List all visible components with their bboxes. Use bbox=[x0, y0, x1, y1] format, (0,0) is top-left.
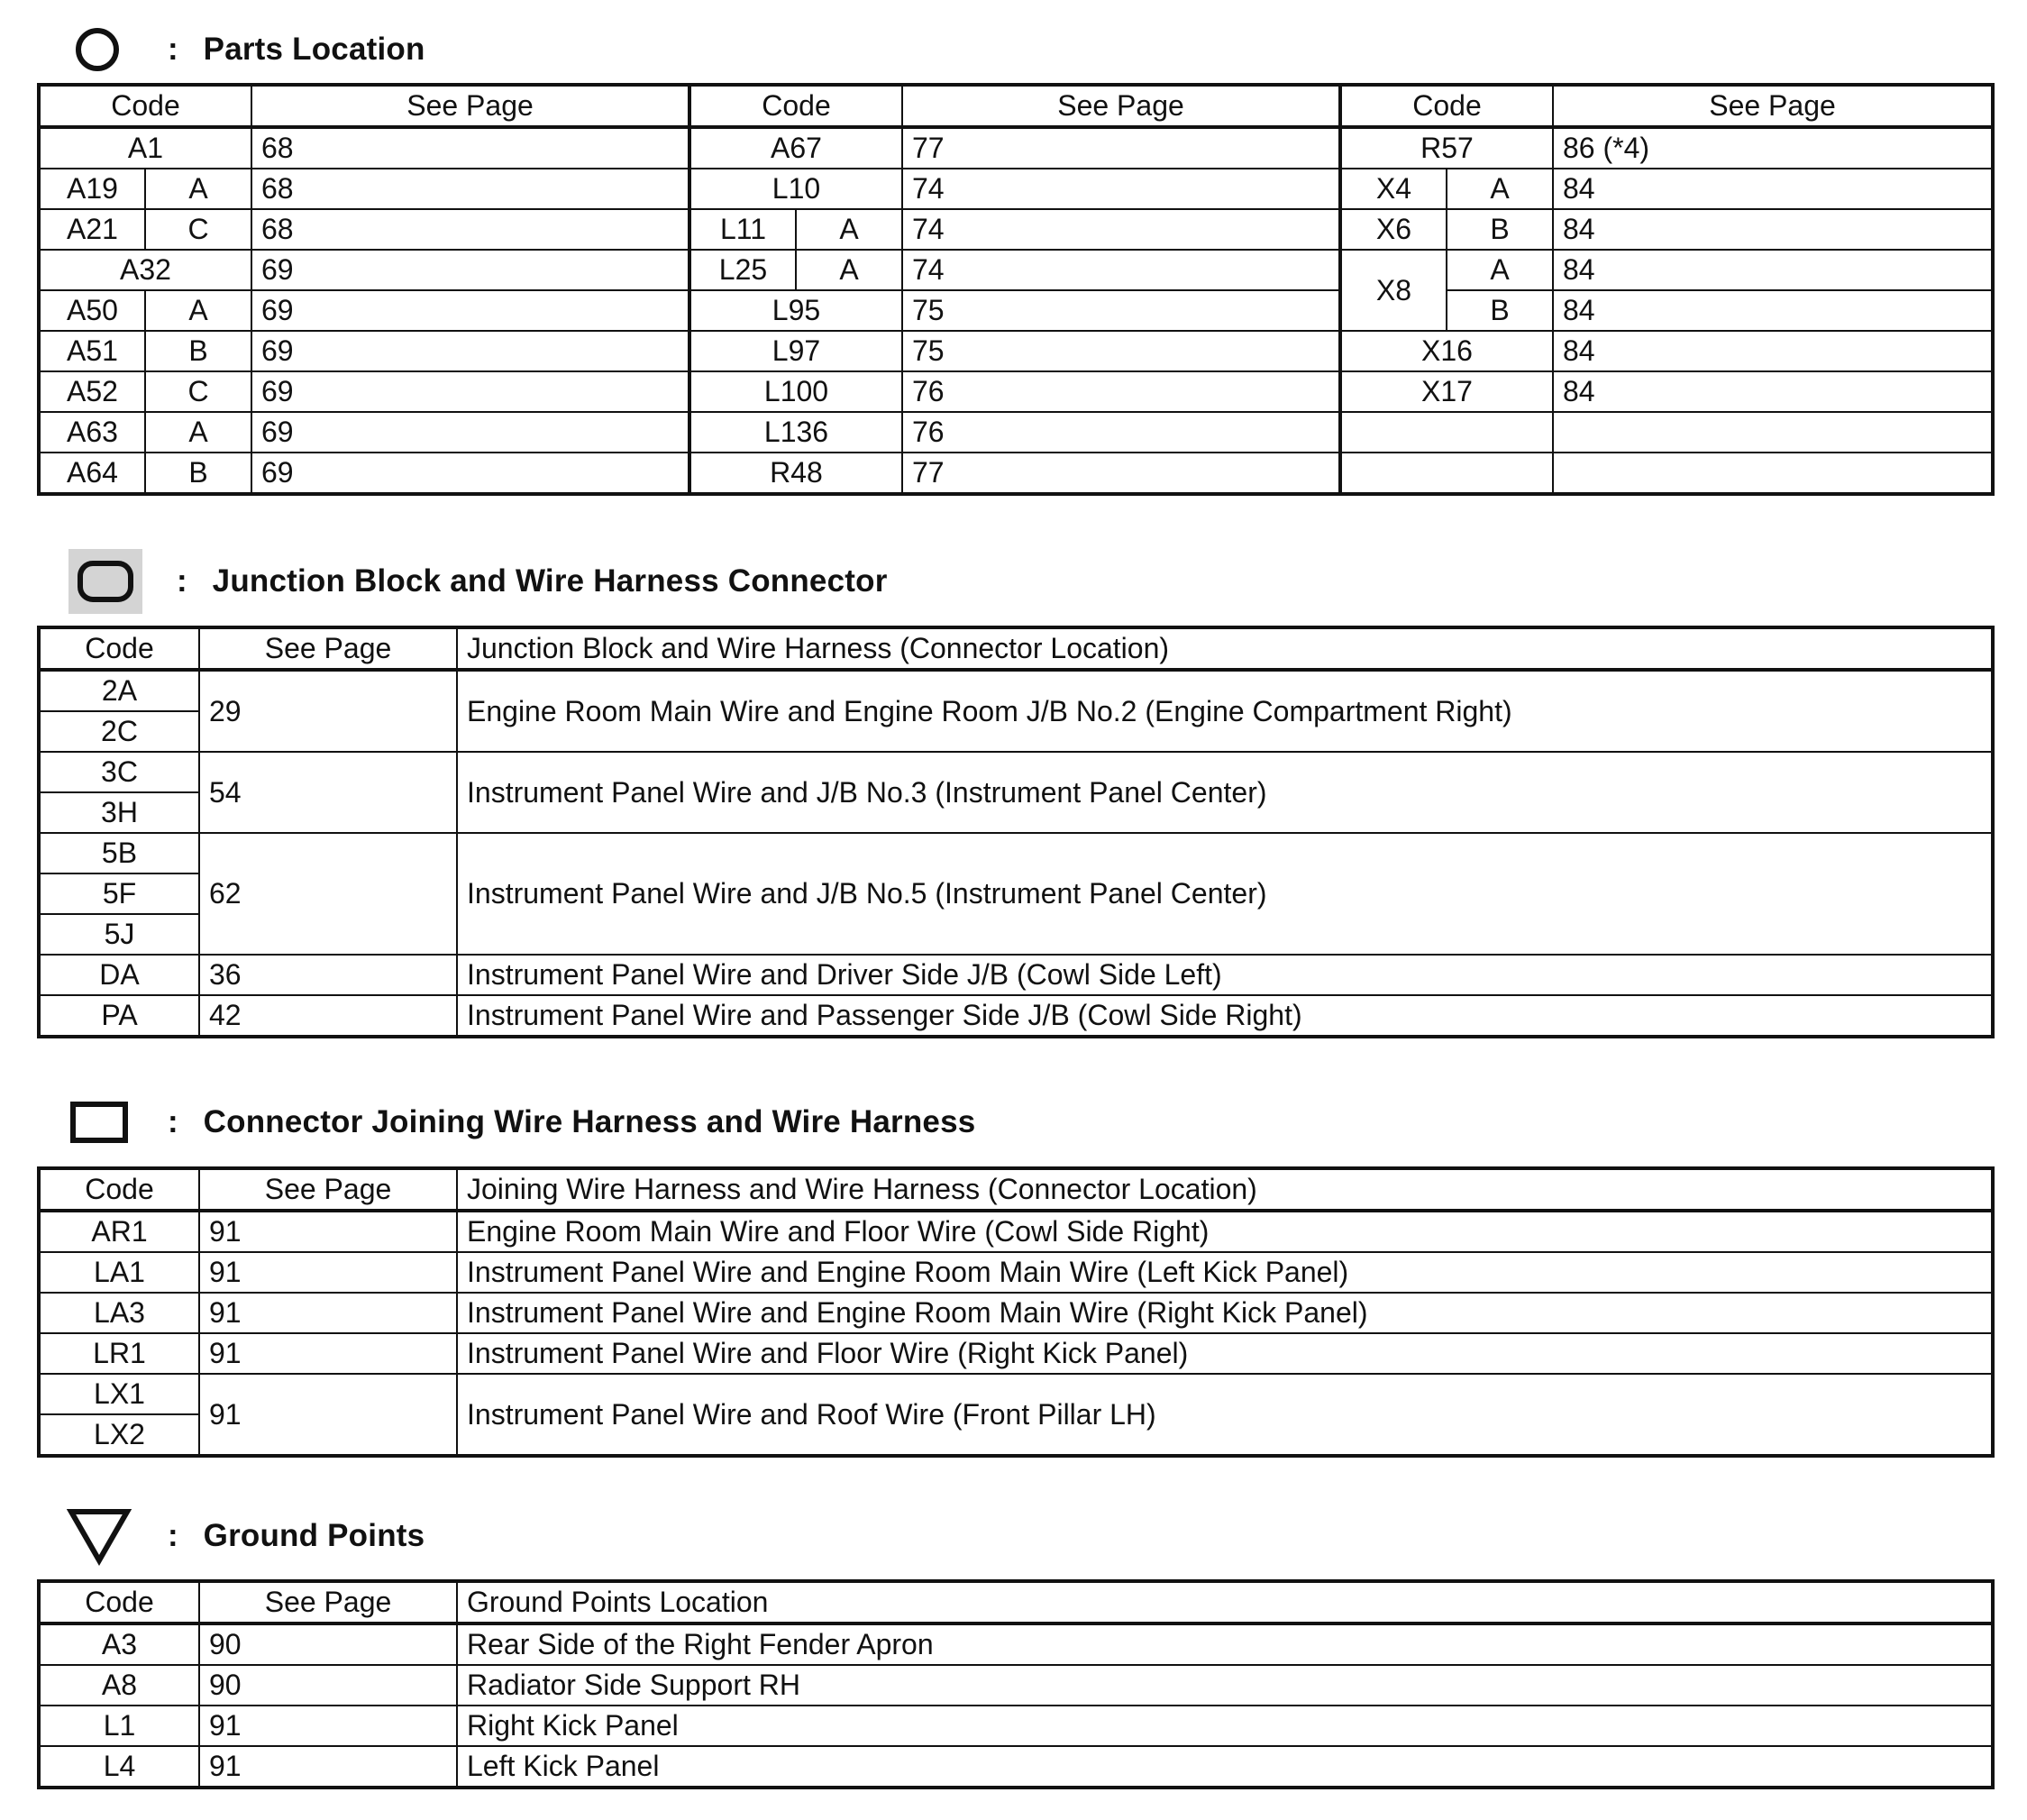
part-code: L95 bbox=[689, 290, 902, 331]
connector-code: LX1 bbox=[39, 1374, 199, 1414]
see-page: 84 bbox=[1553, 250, 1993, 290]
see-page: 77 bbox=[902, 127, 1340, 169]
ground-code: L4 bbox=[39, 1746, 199, 1788]
part-code: A50 bbox=[39, 290, 145, 331]
connector-location: Instrument Panel Wire and Engine Room Main Wire (Left Kick Panel) bbox=[457, 1252, 1993, 1293]
table-row bbox=[39, 331, 1993, 371]
column-header-see-page: See Page bbox=[902, 85, 1340, 127]
table-row bbox=[39, 955, 1993, 995]
part-code: A32 bbox=[39, 250, 251, 290]
ground-code: A8 bbox=[39, 1665, 199, 1706]
connector-code: PA bbox=[39, 995, 199, 1037]
heading-colon: : bbox=[168, 32, 178, 67]
connector-letter: A bbox=[145, 169, 251, 209]
see-page: 69 bbox=[251, 290, 689, 331]
column-header-code: Code bbox=[1340, 85, 1553, 127]
see-page: 69 bbox=[251, 331, 689, 371]
column-header-see-page: See Page bbox=[251, 85, 689, 127]
table-row bbox=[39, 1623, 1993, 1665]
see-page: 69 bbox=[251, 412, 689, 453]
connector-code: LA3 bbox=[39, 1293, 199, 1333]
column-header-code: Code bbox=[39, 1581, 199, 1623]
part-code: X16 bbox=[1340, 331, 1553, 371]
see-page: 74 bbox=[902, 209, 1340, 250]
see-page: 91 bbox=[199, 1374, 457, 1456]
connector-location: Instrument Panel Wire and J/B No.3 (Instrument Panel Center) bbox=[457, 752, 1993, 833]
see-page: 91 bbox=[199, 1293, 457, 1333]
empty-cell bbox=[1340, 412, 1553, 453]
table-row bbox=[39, 1211, 1993, 1252]
section-title: Junction Block and Wire Harness Connector bbox=[212, 563, 888, 599]
connector-code: 3C bbox=[39, 752, 199, 792]
connector-joining-heading bbox=[70, 1095, 975, 1149]
ground-location: Right Kick Panel bbox=[457, 1706, 1993, 1746]
column-header-see-page: See Page bbox=[199, 627, 457, 670]
see-page: 90 bbox=[199, 1623, 457, 1665]
column-header-location: Ground Points Location bbox=[457, 1581, 1993, 1623]
connector-code: LR1 bbox=[39, 1333, 199, 1374]
part-code: A64 bbox=[39, 453, 145, 494]
table-row bbox=[39, 752, 1993, 792]
table-row bbox=[39, 1746, 1993, 1788]
connector-letter: B bbox=[145, 453, 251, 494]
see-page: 91 bbox=[199, 1252, 457, 1293]
see-page: 90 bbox=[199, 1665, 457, 1706]
table-row bbox=[39, 127, 1993, 169]
see-page: 76 bbox=[902, 371, 1340, 412]
see-page: 84 bbox=[1553, 290, 1993, 331]
connector-location: Instrument Panel Wire and Floor Wire (Right Kick Panel) bbox=[457, 1333, 1993, 1374]
part-code: L25 bbox=[689, 250, 796, 290]
column-header-see-page: See Page bbox=[199, 1581, 457, 1623]
connector-letter: B bbox=[1447, 290, 1553, 331]
table-row bbox=[39, 1374, 1993, 1414]
connector-joining-table bbox=[37, 1166, 1995, 1458]
connector-letter: B bbox=[1447, 209, 1553, 250]
see-page: 77 bbox=[902, 453, 1340, 494]
part-code: L11 bbox=[689, 209, 796, 250]
part-code: L136 bbox=[689, 412, 902, 453]
parts-location-table bbox=[37, 83, 1995, 496]
ground-points-heading bbox=[70, 1509, 425, 1563]
table-row bbox=[39, 1333, 1993, 1374]
see-page: 36 bbox=[199, 955, 457, 995]
junction-block-table bbox=[37, 626, 1995, 1038]
connector-location: Engine Room Main Wire and Engine Room J/B No.2 (Engine Compartment Right) bbox=[457, 670, 1993, 752]
see-page: 69 bbox=[251, 453, 689, 494]
see-page: 42 bbox=[199, 995, 457, 1037]
see-page: 69 bbox=[251, 371, 689, 412]
connector-code: LA1 bbox=[39, 1252, 199, 1293]
part-code: A51 bbox=[39, 331, 145, 371]
connector-letter: A bbox=[796, 250, 902, 290]
column-header-location: Joining Wire Harness and Wire Harness (Connector Location) bbox=[457, 1168, 1993, 1211]
connector-letter: A bbox=[1447, 169, 1553, 209]
see-page: 74 bbox=[902, 169, 1340, 209]
see-page: 86 (*4) bbox=[1553, 127, 1993, 169]
part-code: A52 bbox=[39, 371, 145, 412]
table-row bbox=[39, 833, 1993, 873]
part-code: A19 bbox=[39, 169, 145, 209]
table-row bbox=[39, 1293, 1993, 1333]
table-row bbox=[39, 371, 1993, 412]
part-code: A1 bbox=[39, 127, 251, 169]
table-row bbox=[39, 209, 1993, 250]
part-code: X4 bbox=[1340, 169, 1447, 209]
connector-location: Instrument Panel Wire and Driver Side J/B (Cowl Side Left) bbox=[457, 955, 1993, 995]
rectangle-outline-icon bbox=[70, 1095, 128, 1149]
column-header-see-page: See Page bbox=[1553, 85, 1993, 127]
circle-outline-icon bbox=[70, 23, 124, 77]
section-title: Connector Joining Wire Harness and Wire Harness bbox=[203, 1104, 976, 1139]
column-header-location: Junction Block and Wire Harness (Connector Location) bbox=[457, 627, 1993, 670]
ground-code: A3 bbox=[39, 1623, 199, 1665]
part-code: X6 bbox=[1340, 209, 1447, 250]
see-page: 75 bbox=[902, 331, 1340, 371]
see-page: 84 bbox=[1553, 209, 1993, 250]
table-row bbox=[39, 670, 1993, 711]
connector-code: LX2 bbox=[39, 1414, 199, 1456]
column-header-code: Code bbox=[39, 627, 199, 670]
ground-location: Left Kick Panel bbox=[457, 1746, 1993, 1788]
see-page: 68 bbox=[251, 169, 689, 209]
see-page: 84 bbox=[1553, 169, 1993, 209]
table-row bbox=[39, 1665, 1993, 1706]
table-row bbox=[39, 412, 1993, 453]
heading-colon: : bbox=[177, 563, 187, 599]
heading-colon: : bbox=[168, 1518, 178, 1553]
column-header-see-page: See Page bbox=[199, 1168, 457, 1211]
ground-location: Rear Side of the Right Fender Apron bbox=[457, 1623, 1993, 1665]
column-header-code: Code bbox=[39, 1168, 199, 1211]
connector-location: Instrument Panel Wire and Roof Wire (Front Pillar LH) bbox=[457, 1374, 1993, 1456]
see-page: 68 bbox=[251, 127, 689, 169]
ground-code: L1 bbox=[39, 1706, 199, 1746]
see-page: 91 bbox=[199, 1706, 457, 1746]
section-title: Parts Location bbox=[203, 32, 425, 67]
heading-colon: : bbox=[168, 1104, 178, 1139]
connector-code: 3H bbox=[39, 792, 199, 833]
part-code: X17 bbox=[1340, 371, 1553, 412]
connector-letter: A bbox=[145, 412, 251, 453]
see-page: 84 bbox=[1553, 371, 1993, 412]
part-code: L100 bbox=[689, 371, 902, 412]
column-header-code: Code bbox=[39, 85, 251, 127]
part-code: A63 bbox=[39, 412, 145, 453]
connector-letter: B bbox=[145, 331, 251, 371]
column-header-code: Code bbox=[689, 85, 902, 127]
part-code: A67 bbox=[689, 127, 902, 169]
connector-letter: C bbox=[145, 371, 251, 412]
connector-location: Instrument Panel Wire and J/B No.5 (Instrument Panel Center) bbox=[457, 833, 1993, 955]
connector-code: 5B bbox=[39, 833, 199, 873]
connector-code: 2C bbox=[39, 711, 199, 752]
see-page: 91 bbox=[199, 1211, 457, 1252]
part-code: R57 bbox=[1340, 127, 1553, 169]
see-page: 91 bbox=[199, 1333, 457, 1374]
connector-letter: A bbox=[145, 290, 251, 331]
connector-code: DA bbox=[39, 955, 199, 995]
connector-code: AR1 bbox=[39, 1211, 199, 1252]
table-row bbox=[39, 453, 1993, 494]
ground-location: Radiator Side Support RH bbox=[457, 1665, 1993, 1706]
connector-letter: C bbox=[145, 209, 251, 250]
triangle-down-icon bbox=[67, 1504, 132, 1568]
rounded-rect-filled-icon bbox=[68, 549, 142, 614]
part-code: R48 bbox=[689, 453, 902, 494]
connector-location: Instrument Panel Wire and Passenger Side J/B (Cowl Side Right) bbox=[457, 995, 1993, 1037]
see-page: 74 bbox=[902, 250, 1340, 290]
see-page: 54 bbox=[199, 752, 457, 833]
see-page: 75 bbox=[902, 290, 1340, 331]
see-page: 69 bbox=[251, 250, 689, 290]
connector-letter: A bbox=[1447, 250, 1553, 290]
see-page: 84 bbox=[1553, 331, 1993, 371]
see-page: 62 bbox=[199, 833, 457, 955]
connector-code: 5F bbox=[39, 873, 199, 914]
parts-location-heading bbox=[70, 23, 425, 77]
table-row bbox=[39, 1706, 1993, 1746]
table-row bbox=[39, 290, 1993, 331]
connector-letter: A bbox=[796, 209, 902, 250]
empty-cell bbox=[1553, 453, 1993, 494]
junction-block-heading bbox=[70, 554, 888, 608]
connector-code: 5J bbox=[39, 914, 199, 955]
table-row bbox=[39, 995, 1993, 1037]
part-code: X8 bbox=[1340, 250, 1447, 331]
connector-location: Instrument Panel Wire and Engine Room Main Wire (Right Kick Panel) bbox=[457, 1293, 1993, 1333]
connector-location: Engine Room Main Wire and Floor Wire (Cowl Side Right) bbox=[457, 1211, 1993, 1252]
see-page: 91 bbox=[199, 1746, 457, 1788]
part-code: L97 bbox=[689, 331, 902, 371]
ground-points-table bbox=[37, 1579, 1995, 1789]
see-page: 76 bbox=[902, 412, 1340, 453]
table-row bbox=[39, 169, 1993, 209]
table-row bbox=[39, 250, 1993, 290]
see-page: 68 bbox=[251, 209, 689, 250]
section-title: Ground Points bbox=[203, 1518, 425, 1553]
part-code: A21 bbox=[39, 209, 145, 250]
empty-cell bbox=[1340, 453, 1553, 494]
see-page: 29 bbox=[199, 670, 457, 752]
connector-code: 2A bbox=[39, 670, 199, 711]
empty-cell bbox=[1553, 412, 1993, 453]
part-code: L10 bbox=[689, 169, 902, 209]
table-row bbox=[39, 1252, 1993, 1293]
